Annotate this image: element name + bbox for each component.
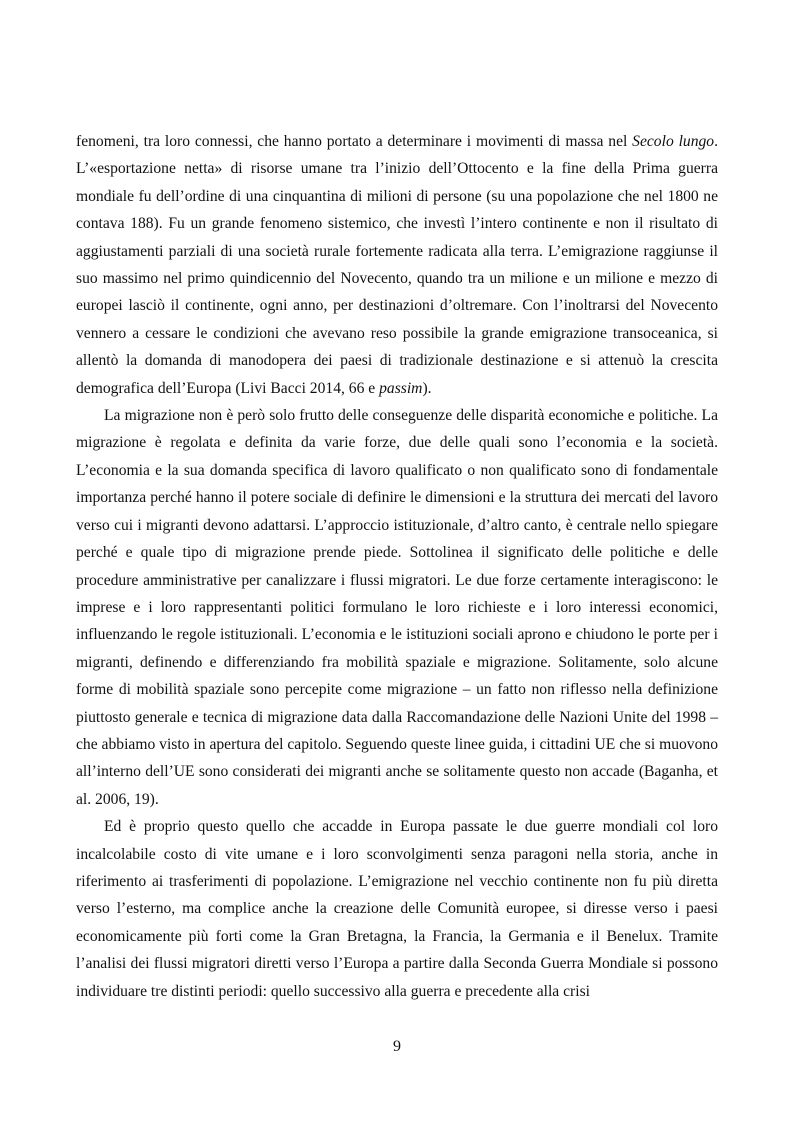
paragraph-1-italic-secolo-lungo: Secolo lungo: [632, 133, 715, 150]
paragraph-3-text: Ed è proprio questo quello che accadde in Europa passate le due guerre mondiali col loro incalcolabile costo di vite umane e i loro sconvolgimenti senza paragoni nella storia, anche in riferimento ai trasferimenti di popolazione. L’emigrazione nel vecchio continente non fu più diretta verso l’esterno, ma complice anche la creazione delle Comunità europee, si diresse verso i paesi economicamente più forti come la Gran Bretagna, la Francia, la Germania e il Benelux. Tramite l’analisi dei flussi migratori diretti verso l’Europa a partire dalla Seconda Guerra Mondiale si possono individuare tre distinti periodi: quello successivo alla guerra e precedente alla crisi: [76, 818, 718, 1000]
paragraph-1-text-1: fenomeni, tra loro connessi, che hanno portato a determinare i movimenti di massa nel: [76, 133, 633, 150]
paragraph-2: [76, 402, 718, 813]
paragraph-3: [76, 813, 718, 1005]
page-body: [76, 128, 718, 1005]
page-number: 9: [393, 1038, 401, 1055]
paragraph-1-text-3: ).: [422, 379, 432, 397]
paragraph-1-italic-passim: passim: [379, 379, 423, 397]
paragraph-1-text-2: . L’«esportazione netta» di risorse umane tra l’inizio dell’Ottocento e la fine della Prima guerra mondiale fu dell’ordine di una cinquantina di milioni di persone (su una popolazione che nel 1800 ne contava 188). Fu un grande fenomeno sistemico, che investì l’intero continente e non il risultato di aggiustamenti parziali di una società rurale fortemente radicata alla terra. L’emigrazione raggiunse il suo massimo nel primo quindicennio del Novecento, quando tra un milione e un milione e mezzo di europei lasciò il continente, ogni anno, per destinazioni d’oltremare. Con l’inoltrarsi del Novecento vennero a cessare le condizioni che avevano reso possibile la grande emigrazione transoceanica, si allentò la domanda di manodopera dei paesi di tradizionale destinazione e si attenuò la crescita demografica dell’Europa (Livi Bacci 2014, 66 e: [76, 133, 719, 397]
paragraph-2-text: La migrazione non è però solo frutto delle conseguenze delle disparità economiche e politiche. La migrazione è regolata e definita da varie forze, due delle quali sono l’economia e la società. L’economia e la sua domanda specifica di lavoro qualificato o non qualificato sono di fondamentale importanza perché hanno il potere sociale di definire le dimensioni e la struttura dei mercati del lavoro verso cui i migranti devono adattarsi. L’approccio istituzionale, d’altro canto, è centrale nello spiegare perché e quale tipo di migrazione prende piede. Sottolinea il significato delle politiche e delle procedure amministrative per canalizzare i flussi migratori. Le due forze certamente interagiscono: le imprese e i loro rappresentanti politici formulano le loro richieste e i loro interessi economici, influenzando le regole istituzionali. L’economia e le istituzioni sociali aprono e chiudono le porte per i migranti, definendo e differenziando fra mobilità spaziale e migrazione. Solitamente, solo alcune forme di mobilità spaziale sono percepite come migrazione – un fatto non riflesso nella definizione piuttosto generale e tecnica di migrazione data dalla Raccomandazione delle Nazioni Unite del 1998 – che abbiamo visto in apertura del capitolo. Seguendo queste linee guida, i cittadini UE che si muovono all’interno dell’UE sono considerati dei migranti anche se solitamente questo non accade (Baganha, et al. 2006, 19).: [76, 407, 718, 808]
paragraph-1: [76, 128, 718, 402]
